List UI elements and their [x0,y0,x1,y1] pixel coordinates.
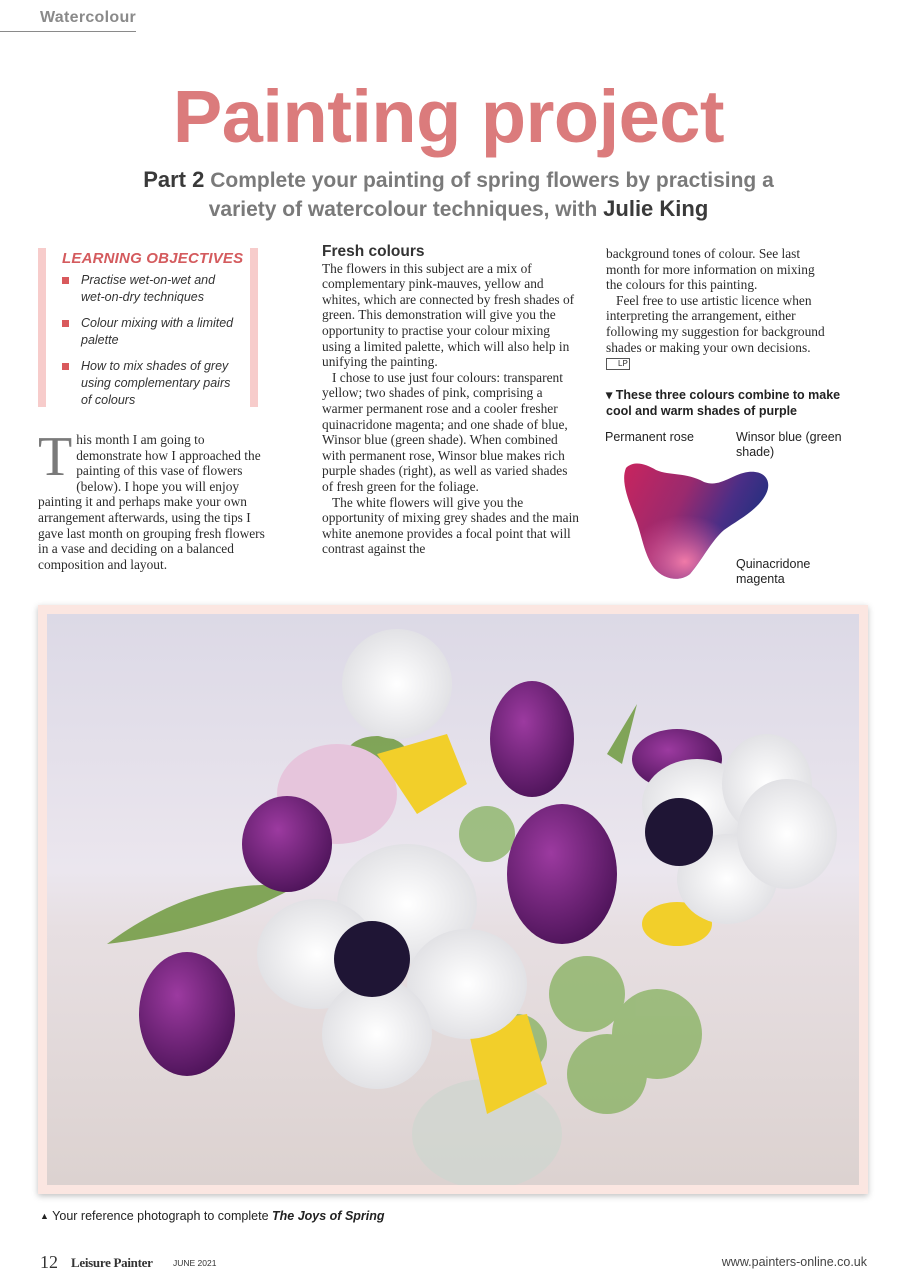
subtitle-text: Complete your painting of spring flowers by practising a variety of watercolour techniques, with [208,169,774,221]
magazine-name: Leisure Painter [71,1255,153,1270]
intro-column [38,426,266,572]
paragraph: The flowers in this subject are a mix of complementary pink-mauves, yellow and whites, which are connected by fresh shades of green. This demonstration will give you the opportunity to practise your colour mixing using a limited palette, which will also help in unifying the painting. [322,260,575,370]
label-quinacridone-magenta: Quinacridone magenta [736,557,811,586]
paragraph: The white flowers will give you the opportunity of mixing grey shades and the main white anemone provides a focal point that will contrast against the [322,494,579,557]
reference-photo-frame [38,605,868,1194]
colour-swatch-image [620,458,776,584]
caret-down-icon: ▾ [606,388,613,402]
paragraph: I chose to use just four colours: transparent yellow; two shades of pink, comprising a warmer permanent rose and a cooler fresher quinacridone magenta; and one shade of blue, Winsor blue (green shade). When combined with permanent rose, Winsor blue makes rich purple shades (right), as well as varied shades of fresh green for the foliage. [322,369,568,494]
objectives-heading: LEARNING OBJECTIVES [62,250,244,267]
page-title: Painting project [172,75,725,158]
fresh-colours-heading: Fresh colours [322,243,425,260]
section-rule [0,31,136,32]
subtitle [110,166,807,224]
learning-objectives-box [38,248,258,407]
objective-item: Colour mixing with a limited palette [62,315,237,349]
page-number: 12 [40,1252,58,1272]
swatch-caption [606,388,846,419]
subtitle-part: Part 2 [143,167,205,192]
swatch-caption-text: These three colours combine to make cool and warm shades of purple [606,388,841,418]
label-permanent-rose: Permanent rose [605,430,694,444]
photo-caption [40,1209,385,1223]
drop-cap: T [38,426,73,488]
objective-item: Practise wet-on-wet and wet-on-dry techniques [62,272,237,306]
fresh-colours-column [322,244,580,557]
photo-caption-title: The Joys of Spring [272,1209,385,1223]
continued-column [606,246,828,371]
intro-text: his month I am going to demonstrate how I approached the painting of this vase of flowers (below). I hope you will enjoy painting it and perhaps make your own arrangement afterwards, using the tips I gave last month on grouping fresh flowers in a vase and deciding on a balanced composition and layout. [38,432,265,572]
section-label: Watercolour [40,9,137,26]
paragraph: background tones of colour. See last month for more information on mixing the colours for this painting. [606,246,815,293]
photo-caption-prefix: Your reference photograph to complete [52,1209,269,1223]
paragraph-text: Feel free to use artistic licence when interpreting the arrangement, either following my suggestion for background shades or making your own decisions. [606,292,825,355]
issue-date: JUNE 2021 [173,1258,217,1268]
caret-up-icon: ▲ [40,1211,49,1221]
website-link[interactable]: www.painters-online.co.uk [721,1255,867,1269]
paragraph [606,293,828,371]
reference-photo [47,614,859,1185]
label-winsor-blue: Winsor blue (green shade) [736,430,842,459]
objective-item: How to mix shades of grey using complementary pairs of colours [62,358,237,409]
subtitle-author: Julie King [603,196,709,221]
end-mark-icon: LP [606,358,630,370]
